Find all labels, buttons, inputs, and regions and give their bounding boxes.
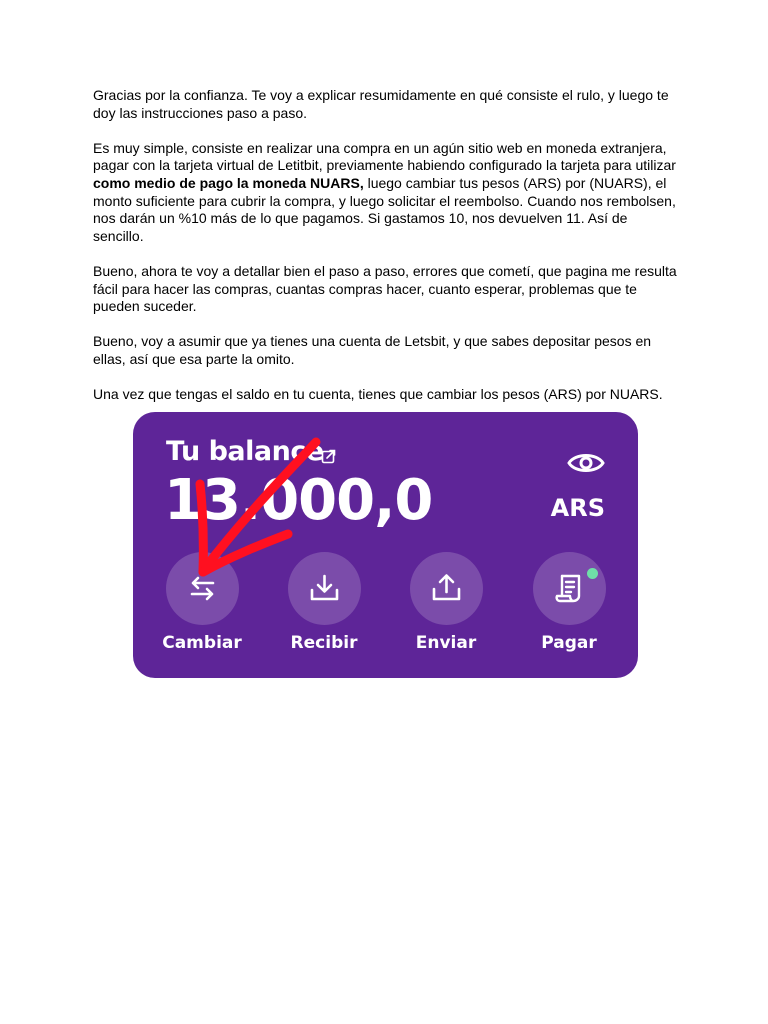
pagar-label: Pagar (541, 633, 597, 653)
balance-amount: 13.000,0 (164, 468, 433, 533)
paragraph-exchange: Una vez que tengas el saldo en tu cuenta, tienes que cambiar los pesos (ARS) por NUARS. (93, 386, 663, 403)
eye-icon[interactable] (567, 450, 605, 480)
pagar-button[interactable] (514, 552, 624, 653)
paragraph-explanation-end: luego cambiar tus pesos (ARS) por (NUARS), el monto suficiente para cubrir la compra, y luego solicitar el reembolso. Cuando nos rembolsen, nos darán un %10 más de lo que pagamos. Si gastamos 10, nos devuelven 11. Así de sencillo. (93, 174, 676, 244)
recibir-button[interactable] (269, 552, 379, 653)
balance-title: Tu balance (166, 436, 324, 467)
paragraph-intro: Gracias por la confianza. Te voy a explicar resumidamente en qué consiste el rulo, y luego te doy las instrucciones paso a paso. (93, 87, 669, 121)
paragraph-explanation (93, 140, 677, 246)
enviar-circle[interactable] (410, 552, 483, 625)
paragraph-account: Bueno, voy a asumir que ya tienes una cuenta de Letsbit, y que sabes depositar pesos en ellas, así que esa parte la omito. (93, 333, 652, 367)
wallet-balance-card (133, 412, 638, 678)
pagar-circle[interactable] (533, 552, 606, 625)
recibir-label: Recibir (290, 633, 358, 653)
receipt-icon (553, 572, 586, 605)
cambiar-button[interactable] (147, 552, 257, 653)
paragraph-explanation-bold: como medio de pago la moneda NUARS, (93, 174, 364, 191)
paragraph-explanation-start: Es muy simple, consiste en realizar una compra en un agún sitio web en moneda extranjera, pagar con la tarjeta virtual de Letitbit, previamente habiendo configurado la tarjeta para utilizar (93, 139, 676, 174)
wallet-actions (133, 552, 638, 662)
cambiar-circle[interactable] (166, 552, 239, 625)
swap-arrows-icon (186, 572, 219, 605)
enviar-button[interactable] (391, 552, 501, 653)
paragraph-steps-intro: Bueno, ahora te voy a detallar bien el paso a paso, errores que cometí, que pagina me resulta fácil para hacer las compras, cuantas compras hacer, cuanto esperar, problemas que te pueden suceder. (93, 262, 677, 315)
upload-icon (430, 572, 463, 605)
download-icon (308, 572, 341, 605)
balance-currency: ARS (550, 494, 605, 522)
enviar-label: Enviar (415, 633, 477, 653)
external-link-icon[interactable] (321, 448, 337, 468)
notification-dot (587, 568, 598, 579)
cambiar-label: Cambiar (162, 633, 242, 653)
recibir-circle[interactable] (288, 552, 361, 625)
document-body (93, 87, 677, 421)
